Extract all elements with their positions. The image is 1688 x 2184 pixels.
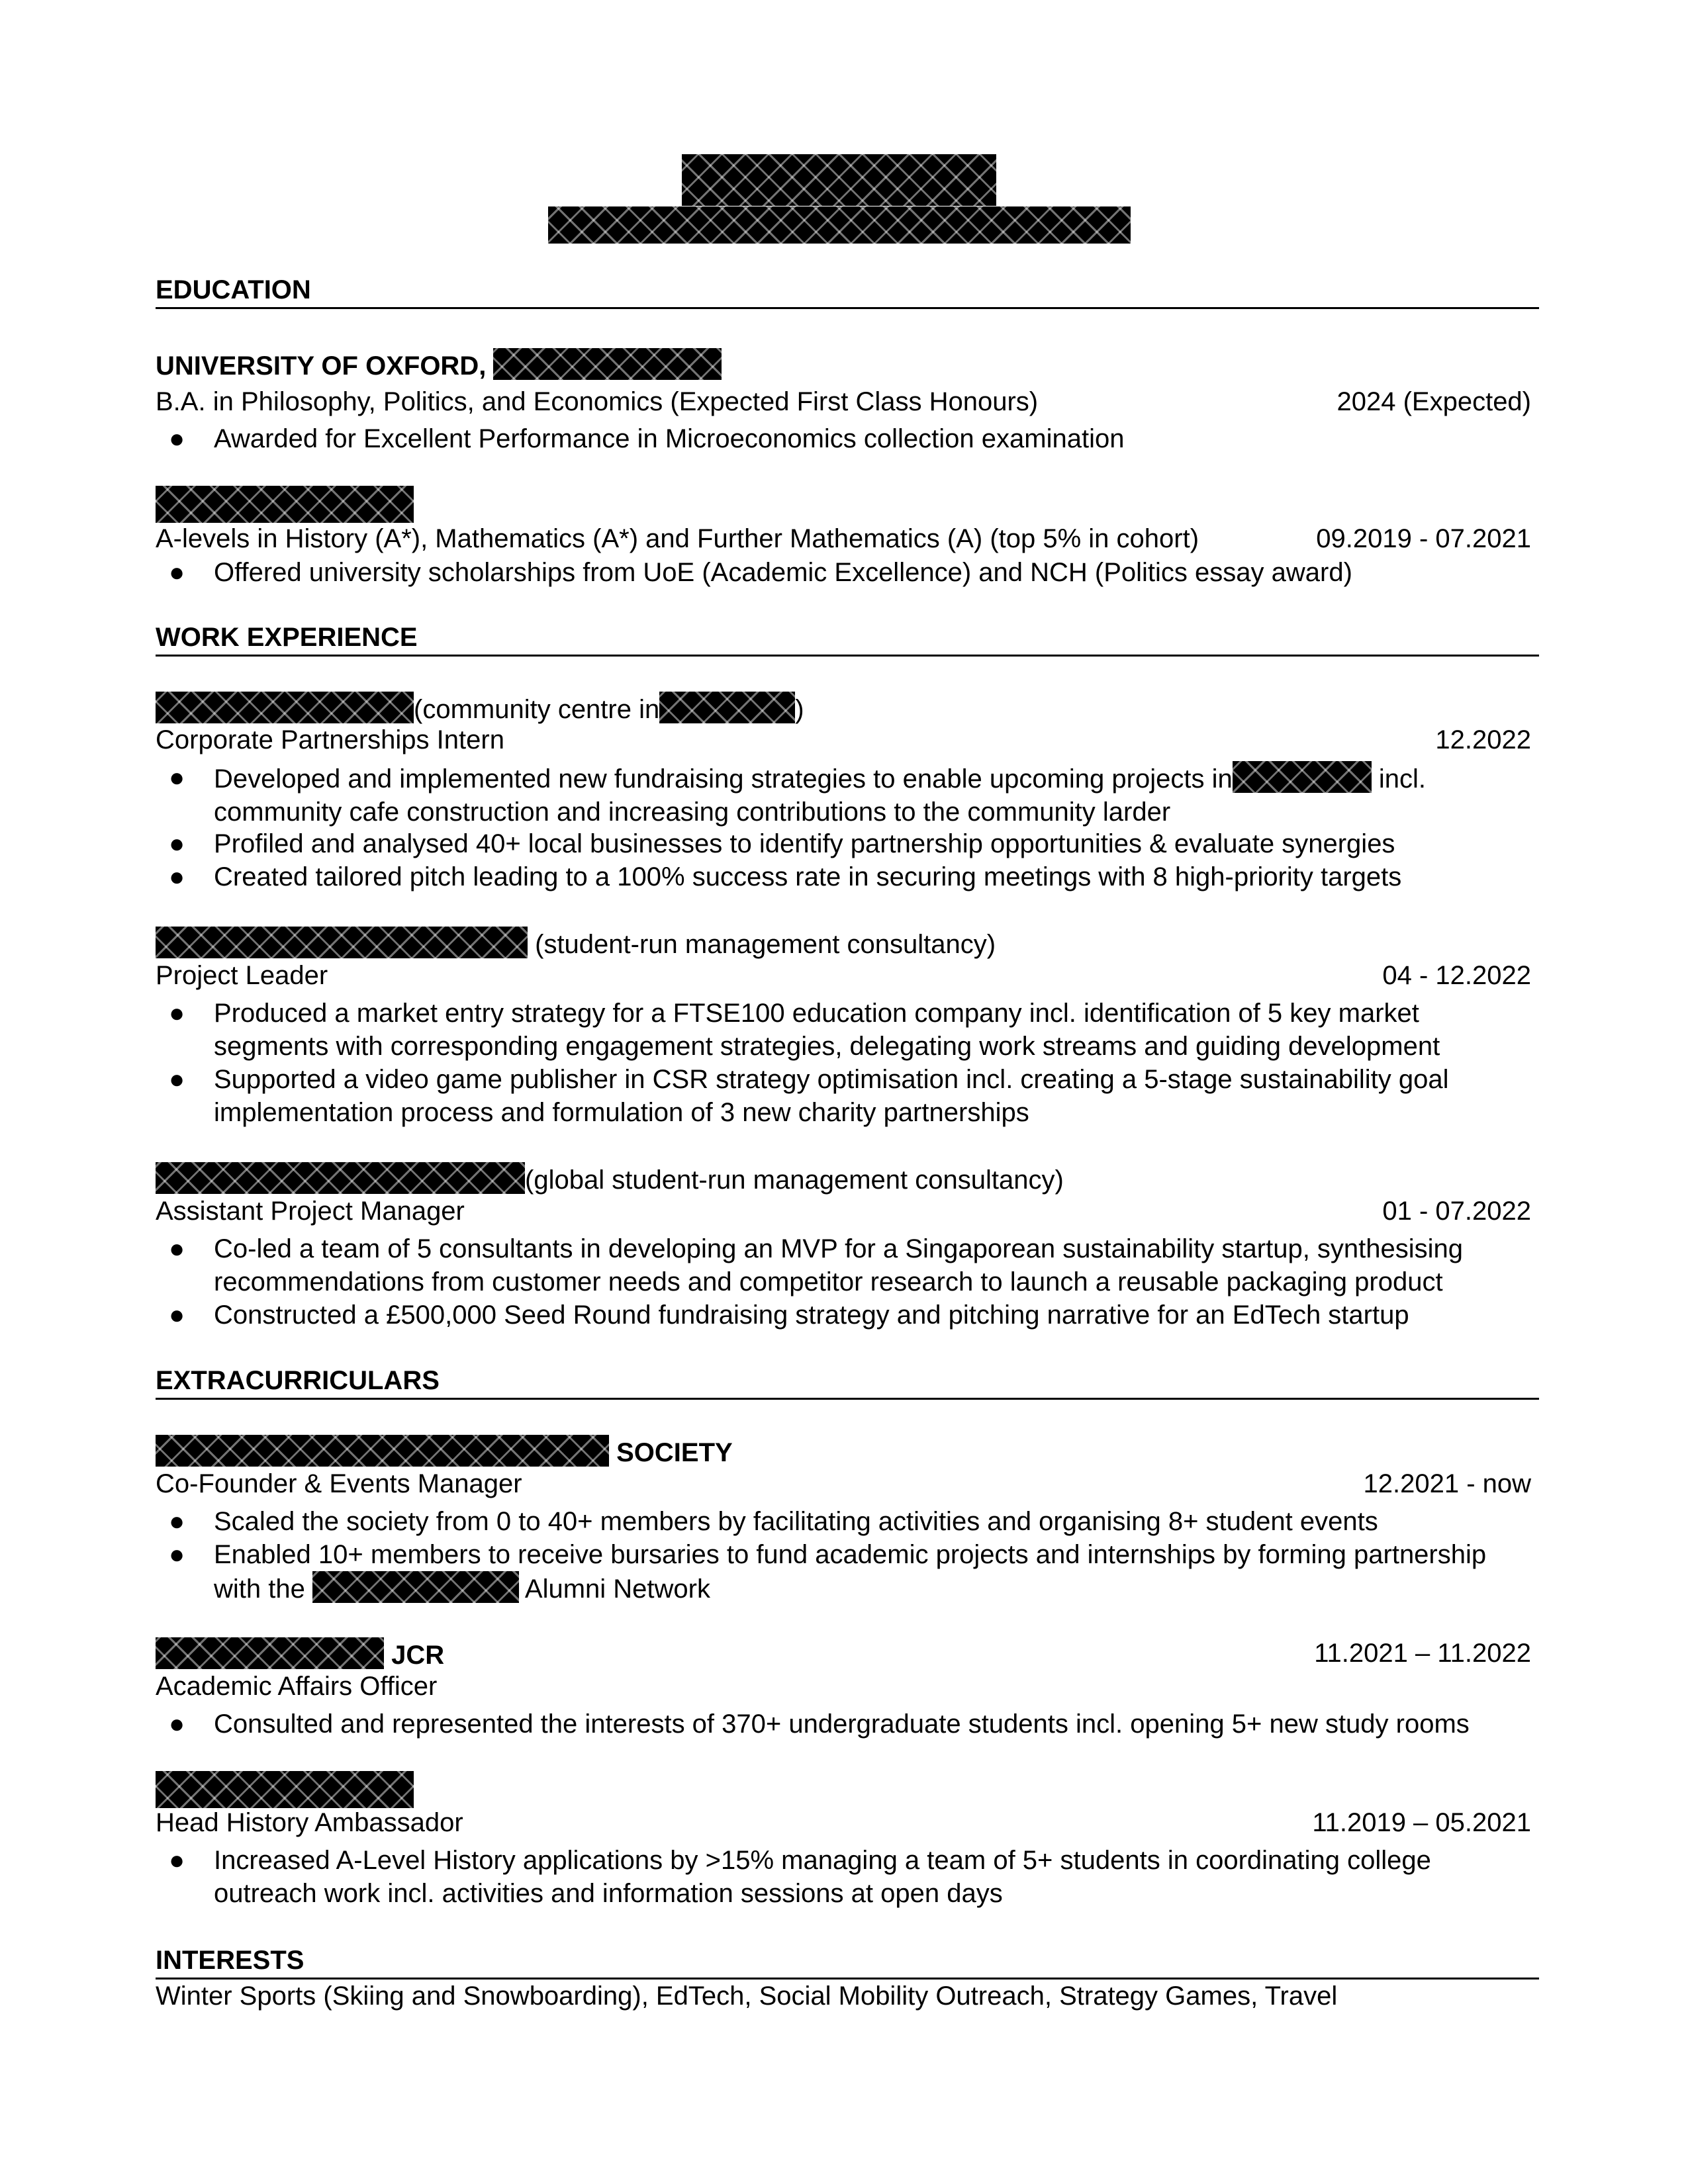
list-item xyxy=(169,1707,1539,1741)
job3-org-row xyxy=(156,1162,1539,1196)
bullet-icon: ● xyxy=(169,1846,185,1875)
redacted-organisation xyxy=(156,1162,525,1194)
bullet-text: Developed and implemented new fundraising strategies to enable upcoming projects in incl. community cafe construction and increasing contributions to the community larder xyxy=(214,761,1539,829)
job3-role-row xyxy=(156,1195,1539,1227)
bullet-icon: ● xyxy=(169,829,185,858)
degree-date: 09.2019 - 07.2021 xyxy=(1316,524,1531,553)
society-role-row xyxy=(156,1468,1539,1500)
job2-role-row xyxy=(156,960,1539,991)
list-item xyxy=(169,860,1539,893)
institution-name: UNIVERSITY OF OXFORD, xyxy=(156,351,487,381)
education-school-degree-row xyxy=(156,523,1539,555)
list-item xyxy=(169,1505,1539,1538)
jcr-org-row xyxy=(156,1637,1539,1671)
bullet-text: Profiled and analysed 40+ local businesses to identify partnership opportunities & evaluate synergies xyxy=(214,829,1395,858)
org-description: (community centre in xyxy=(414,695,660,724)
redacted-name xyxy=(682,154,996,206)
org-name: SOCIETY xyxy=(616,1438,733,1467)
list-item xyxy=(169,1298,1539,1332)
bullet-text: Supported a video game publisher in CSR strategy optimisation incl. creating a 5-stage sustainability goal implementation process and formulation of 3 new charity partnerships xyxy=(214,1065,1449,1127)
redacted-contact-info xyxy=(548,206,1131,244)
redacted-college xyxy=(493,348,722,380)
bullet-icon: ● xyxy=(169,999,185,1028)
bullet-text: Constructed a £500,000 Seed Round fundraising strategy and pitching narrative for an EdTech startup xyxy=(214,1300,1409,1330)
bullet-text: Created tailored pitch leading to a 100% success rate in securing meetings with 8 high-priority targets xyxy=(214,862,1402,891)
bullet-text: Consulted and represented the interests of 370+ undergraduate students incl. opening 5+ new study rooms xyxy=(214,1709,1470,1739)
list-item xyxy=(169,556,1539,589)
section-title-work-experience: WORK EXPERIENCE xyxy=(156,621,1539,657)
org-description: (student-run management consultancy) xyxy=(535,930,996,959)
list-item xyxy=(169,1538,1539,1606)
job2-org-row xyxy=(156,927,1539,960)
job-date: 04 - 12.2022 xyxy=(1382,961,1531,990)
degree-title: B.A. in Philosophy, Politics, and Economics (Expected First Class Honours) xyxy=(156,387,1039,416)
list-item xyxy=(169,1232,1539,1298)
list-item xyxy=(169,422,1539,455)
job1-role-row xyxy=(156,724,1539,756)
list-item xyxy=(169,1063,1539,1129)
bullet-text: Scaled the society from 0 to 40+ members by facilitating activities and organising 8+ student events xyxy=(214,1507,1378,1536)
role-title: Co-Founder & Events Manager xyxy=(156,1469,522,1498)
bullet-text: Awarded for Excellent Performance in Microeconomics collection examination xyxy=(214,424,1125,453)
redacted-location xyxy=(1233,761,1372,793)
bullet-icon: ● xyxy=(169,862,185,891)
role-date: 12.2021 - now xyxy=(1363,1469,1531,1498)
section-title-interests: INTERESTS xyxy=(156,1944,1539,1979)
redacted-school-name xyxy=(156,1771,414,1808)
role-title: Head History Ambassador xyxy=(156,1808,463,1837)
org-description: (global student-run management consultancy) xyxy=(525,1165,1064,1195)
bullet-text: Enabled 10+ members to receive bursaries to fund academic projects and internships by forming partnership with the Alumni Network xyxy=(214,1540,1487,1604)
bullet-icon: ● xyxy=(169,424,185,453)
redacted-organisation xyxy=(156,1637,384,1669)
job-date: 12.2022 xyxy=(1435,725,1531,754)
redacted-institution xyxy=(312,1571,519,1603)
list-item xyxy=(169,1844,1539,1910)
bullet-icon: ● xyxy=(169,1234,185,1263)
education-oxford-heading xyxy=(156,348,1539,382)
jcr-role-row xyxy=(156,1670,1539,1702)
role-date: 11.2019 – 05.2021 xyxy=(1312,1808,1531,1837)
list-item xyxy=(169,997,1539,1063)
list-item xyxy=(169,761,1539,829)
degree-date: 2024 (Expected) xyxy=(1336,387,1531,416)
redacted-organisation xyxy=(156,927,528,958)
section-title-education: EDUCATION xyxy=(156,274,1539,309)
role-date: 11.2021 – 11.2022 xyxy=(1314,1639,1531,1668)
interests-text: Winter Sports (Skiing and Snowboarding), EdTech, Social Mobility Outreach, Strategy Games, Travel xyxy=(156,1981,1338,2011)
org-name: JCR xyxy=(391,1641,445,1670)
bullet-icon: ● xyxy=(169,558,185,587)
bullet-text: Offered university scholarships from UoE (Academic Excellence) and NCH (Politics essay award) xyxy=(214,558,1352,587)
list-item xyxy=(169,827,1539,860)
section-title-extracurriculars: EXTRACURRICULARS xyxy=(156,1365,1539,1400)
job-date: 01 - 07.2022 xyxy=(1382,1197,1531,1226)
bullet-text: Produced a market entry strategy for a FTSE100 education company incl. identification of 5 key market segments with corresponding engagement strategies, delegating work streams and guiding development xyxy=(214,999,1440,1061)
degree-title: A-levels in History (A*), Mathematics (A*) and Further Mathematics (A) (top 5% in cohort) xyxy=(156,524,1199,553)
bullet-icon: ● xyxy=(169,1709,185,1739)
bullet-icon: ● xyxy=(169,1300,185,1330)
redacted-organisation xyxy=(156,692,414,723)
bullet-icon: ● xyxy=(169,763,185,792)
ambassador-role-row xyxy=(156,1807,1539,1839)
bullet-text: Co-led a team of 5 consultants in developing an MVP for a Singaporean sustainability startup, synthesising recommendations from customer needs and competitor research to launch a reusable packaging product xyxy=(214,1234,1464,1297)
role-title: Academic Affairs Officer xyxy=(156,1672,438,1701)
job-role: Corporate Partnerships Intern xyxy=(156,725,504,754)
job-role: Project Leader xyxy=(156,961,328,990)
job1-org-row: (community centre in ) xyxy=(156,692,1539,725)
bullet-icon: ● xyxy=(169,1540,185,1569)
bullet-icon: ● xyxy=(169,1507,185,1536)
society-org-row xyxy=(156,1435,1539,1469)
redacted-organisation xyxy=(156,1435,609,1467)
redacted-school-name xyxy=(156,486,414,523)
bullet-text: Increased A-Level History applications by >15% managing a team of 5+ students in coordinating college outreach work incl. activities and information sessions at open days xyxy=(214,1846,1431,1908)
job-role: Assistant Project Manager xyxy=(156,1197,465,1226)
redacted-location xyxy=(659,692,795,723)
education-oxford-degree-row xyxy=(156,386,1539,418)
bullet-icon: ● xyxy=(169,1065,185,1094)
